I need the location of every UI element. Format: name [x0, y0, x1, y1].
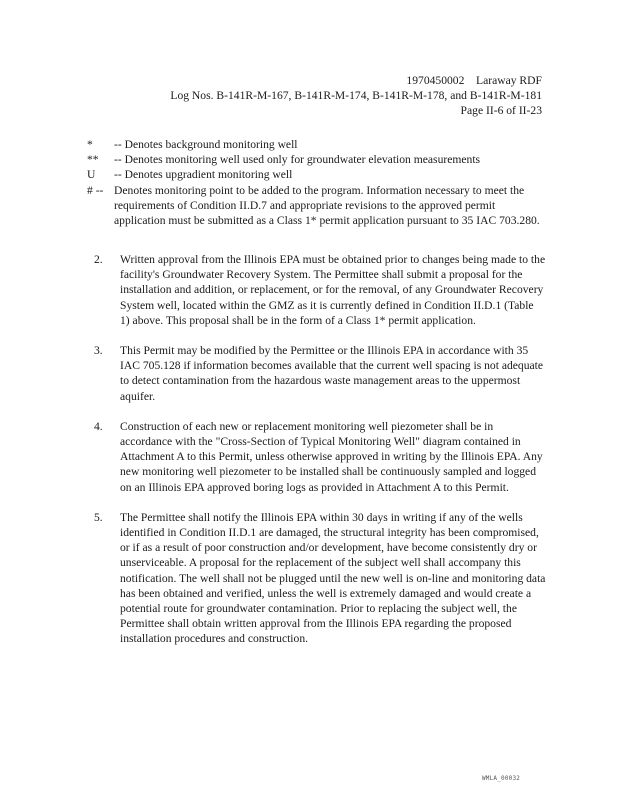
- legend-symbol: # --: [87, 183, 104, 197]
- log-numbers-line: Log Nos. B-141R-M-167, B-141R-M-174, B-141R-M-178, and B-141R-M-181: [170, 89, 542, 103]
- legend-text: -- Denotes background monitoring well: [114, 138, 298, 151]
- item-text: Written approval from the Illinois EPA must be obtained prior to changes being made to the facility's Groundwater Recovery System. The Permittee shall submit a proposal for the installation and addition, or replacement, or for the removal, of any Groundwater Recovery System well, located within the GMZ as it is currently defined in Condition II.D.1 (Table 1) above. This proposal shall be in the form of a Class 1* permit application.: [120, 253, 546, 327]
- condition-item: [94, 343, 546, 404]
- item-number: 5.: [94, 510, 103, 524]
- legend-text: -- Denotes upgradient monitoring well: [114, 168, 293, 182]
- page-number: Page II-6 of II-23: [460, 104, 542, 118]
- bates-stamp: WMLA_00032: [482, 775, 521, 782]
- item-number: 3.: [94, 344, 103, 358]
- item-text: This Permit may be modified by the Permittee or the Illinois EPA in accordance with 35 IAC 705.128 if information becomes available that the current well spacing is not adequate to detect contamination from the hazardous waste management areas to the uppermost aquifer.: [120, 344, 544, 403]
- item-number: 2.: [94, 253, 103, 266]
- condition-items: [94, 252, 546, 662]
- legend-symbol: U: [87, 168, 96, 182]
- legend-symbol: *: [87, 138, 93, 151]
- item-text: Construction of each new or replacement monitoring well piezometer shall be in accordance with the "Cross-Section of Typical Monitoring Well" diagram contained in Attachment A to this Permit, unless otherwise approved in writing by the Illinois EPA. Any new monitoring well piezometer to be installed shall be continuously sampled and logged on an Illinois EPA approved boring logs as provided in Attachment A to this Permit.: [120, 419, 543, 494]
- well-legend: [87, 137, 547, 228]
- legend-item: [87, 167, 547, 182]
- condition-item: [94, 419, 546, 495]
- facility-id-line: 1970450002 Laraway RDF: [406, 74, 542, 87]
- legend-symbol: **: [87, 153, 99, 167]
- legend-item: [87, 137, 547, 152]
- item-number: 4.: [94, 419, 103, 433]
- legend-text: -- Denotes monitoring well used only for groundwater elevation measurements: [114, 153, 481, 167]
- condition-item: [94, 510, 546, 647]
- legend-item: [87, 183, 547, 229]
- item-text: The Permittee shall notify the Illinois EPA within 30 days in writing if any of the wells identified in Condition II.D.1 are damaged, the structural integrity has been compromised, or if as a result of poor construction and/or development, have become consistently dry or unserviceable. A proposal for the replacement of the subject well shall accompany this notification. The well shall not be plugged until the new well is on-line and monitoring data has been obtained and verified, unless the well is extremely damaged and would create a potential route for groundwater contamination. Prior to replacing the subject well, the Permittee shall obtain written approval from the Illinois EPA regarding the proposed installation procedures and construction.: [120, 510, 546, 646]
- condition-item: [94, 252, 546, 328]
- page-header: [170, 73, 542, 119]
- legend-text: Denotes monitoring point to be added to the program. Information necessary to meet the requirements of Condition II.D.7 and appropriate revisions to the approved permit application must be submitted as a Class 1* permit application pursuant to 35 IAC 703.280.: [114, 183, 540, 228]
- legend-item: [87, 152, 547, 167]
